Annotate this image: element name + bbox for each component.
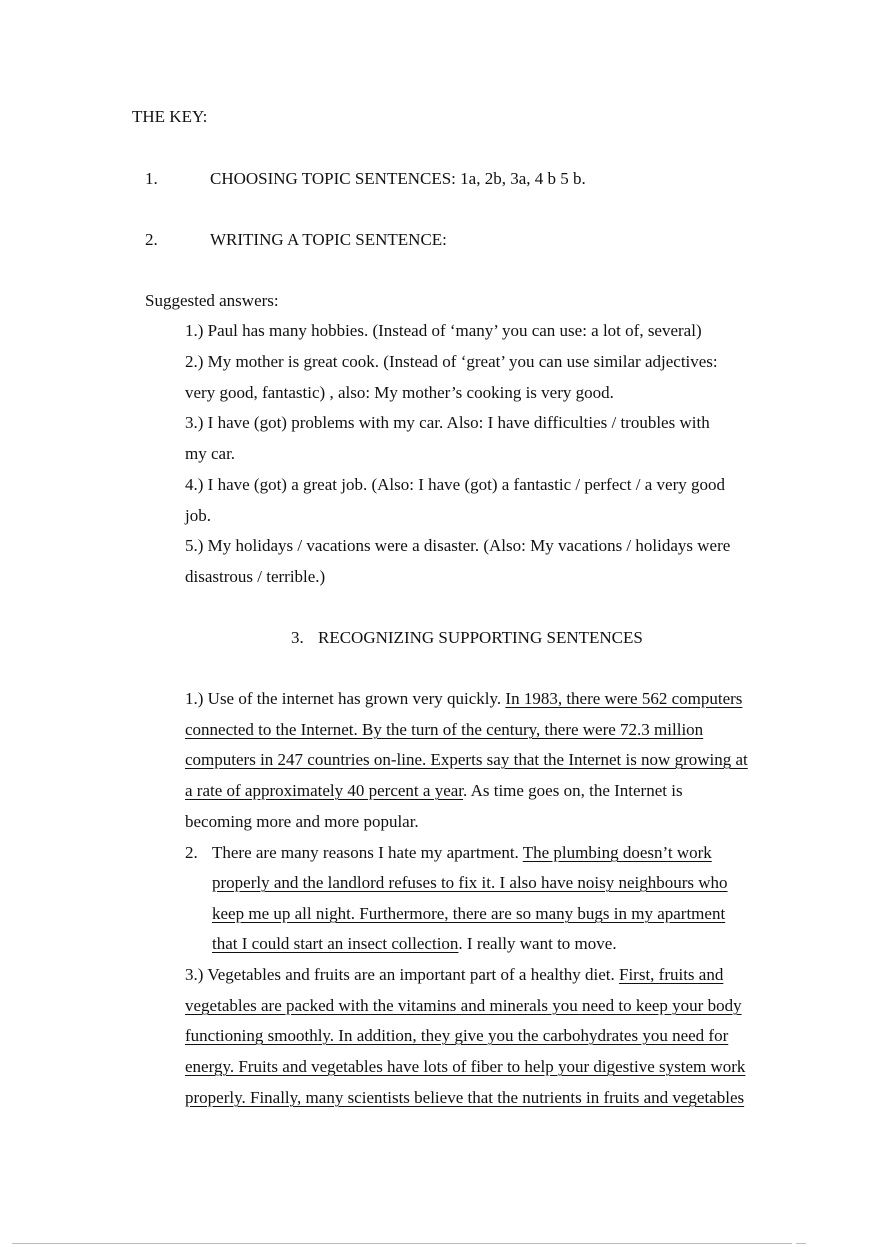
supporting-sentences: In 1983, there were 562 computers <box>505 689 743 708</box>
answer-line: my car. <box>185 444 236 463</box>
answer-line: 4.) I have (got) a great job. (Also: I have (got) a fantastic / perfect / a very good <box>185 475 726 494</box>
suggested-answers-label: Suggested answers: <box>145 291 279 310</box>
paragraph-2-number: 2. <box>185 843 198 862</box>
supporting-sentences: vegetables are packed with the vitamins and minerals you need to keep your body <box>185 996 742 1015</box>
supporting-sentences: connected to the Internet. By the turn of the century, there were 72.3 million <box>185 720 704 739</box>
supporting-sentences: a rate of approximately 40 percent a year <box>185 781 464 800</box>
supporting-sentences: computers in 247 countries on-line. Experts say that the Internet is now growing at <box>185 750 748 769</box>
paragraph-1-line <box>185 781 683 801</box>
answer-line: 1.) Paul has many hobbies. (Instead of ‘many’ you can use: a lot of, several) <box>185 321 702 340</box>
answer-line: 2.) My mother is great cook. (Instead of ‘great’ you can use similar adjectives: <box>185 352 718 371</box>
supporting-sentences: that I could start an insect collection <box>212 934 459 953</box>
paragraph-1-line <box>185 689 742 709</box>
section-3-heading: RECOGNIZING SUPPORTING SENTENCES <box>318 628 643 647</box>
topic-sentence: 1.) Use of the internet has grown very quickly. <box>185 689 506 708</box>
page-footer-divider <box>12 1243 792 1244</box>
supporting-sentences: functioning smoothly. In addition, they give you the carbohydrates you need for <box>185 1026 729 1045</box>
paragraph-3-line <box>185 965 723 985</box>
concluding-sentence: . I really want to move. <box>458 934 617 953</box>
section-2-number: 2. <box>145 230 158 249</box>
answer-line: job. <box>185 506 211 525</box>
paragraph-2-line <box>212 934 617 954</box>
supporting-sentences: The plumbing doesn’t work <box>522 843 712 862</box>
supporting-sentences: properly and the landlord refuses to fix it. I also have noisy neighbours who <box>212 873 728 892</box>
section-1-number: 1. <box>145 169 158 188</box>
answer-line: 3.) I have (got) problems with my car. Also: I have difficulties / troubles with <box>185 413 710 432</box>
answer-line: disastrous / terrible.) <box>185 567 326 586</box>
section-3-number: 3. <box>291 628 304 647</box>
supporting-sentences: properly. Finally, many scientists believe that the nutrients in fruits and vegetables <box>185 1088 745 1107</box>
supporting-sentences: keep me up all night. Furthermore, there are so many bugs in my apartment <box>212 904 726 923</box>
supporting-sentences: energy. Fruits and vegetables have lots of fiber to help your digestive system work <box>185 1057 746 1076</box>
topic-sentence: 3.) Vegetables and fruits are an important part of a healthy diet. <box>185 965 619 984</box>
section-1-heading: CHOOSING TOPIC SENTENCES: 1a, 2b, 3a, 4 b 5 b. <box>210 169 586 188</box>
page-title: THE KEY: <box>132 107 208 126</box>
section-2-heading: WRITING A TOPIC SENTENCE: <box>210 230 447 249</box>
page-footer-mark <box>796 1243 806 1244</box>
supporting-sentences: First, fruits and <box>618 965 724 984</box>
answer-line: 5.) My holidays / vacations were a disaster. (Also: My vacations / holidays were <box>185 536 731 555</box>
topic-sentence: There are many reasons I hate my apartment. <box>212 843 523 862</box>
concluding-sentence: becoming more and more popular. <box>185 812 419 831</box>
paragraph-2-line <box>212 843 712 863</box>
answer-line: very good, fantastic) , also: My mother’s cooking is very good. <box>185 383 614 402</box>
concluding-sentence: . As time goes on, the Internet is <box>463 781 683 800</box>
